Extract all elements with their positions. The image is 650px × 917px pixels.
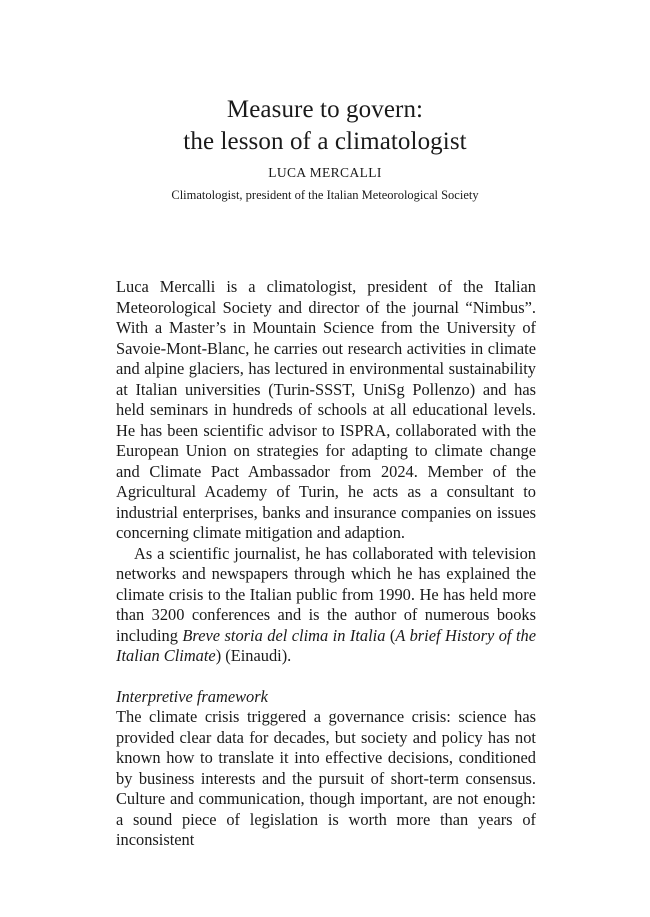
title-block — [0, 94, 650, 204]
body-text — [116, 277, 536, 851]
author-name: LUCA MERCALLI — [268, 165, 382, 180]
bio-paragraph-1: Luca Mercalli is a climatologist, president of the Italian Meteorological Society and director of the journal “Nimbus”. With a Master’s in Mountain Science from the University of Savoie-Mont-Blanc, he carries out research activities in climate and alpine glaciers, has lectured in environmental sustainability at Italian universities (Turin-SSST, UniSg Pollenzo) and has held seminars in hundreds of schools at all educational levels. He has been scientific advisor to ISPRA, collaborated with the European Union on strategies for adapting to climate change and Climate Pact Ambassador from 2024. Member of the Agricultural Academy of Turin, he acts as a consultant to industrial enterprises, banks and insurance companies on issues concerning climate mitigation and adaption. — [116, 277, 536, 542]
title-line-2: the lesson of a climatologist — [183, 128, 467, 155]
book-title-english: A brief History of the Italian Climate — [116, 625, 536, 665]
bio-paragraph-2-end: ) (Einaudi). — [215, 646, 292, 665]
book-title-italian: Breve storia del clima in Italia — [182, 625, 386, 645]
section-heading: Interpretive framework — [116, 686, 268, 706]
bio-paragraph-2-start: As a scientific journalist, he has collaborated with television networks and newspapers through which he has explained the climate crisis to the Italian public from 1990. He has held more than 3200 conferences and is the author of numerous books including — [116, 543, 536, 645]
author-affiliation: Climatologist, president of the Italian Meteorological Society — [171, 188, 479, 202]
section-paragraph-1: The climate crisis triggered a governance crisis: science has provided clear data for decades, but society and policy has not known how to translate it into effective decisions, conditioned by business interests and the pursuit of short-term consensus. Culture and communication, though important, are not enough: a sound piece of legislation is worth more than years of inconsistent — [116, 707, 536, 849]
bio-paragraph-2-mid: ( — [385, 625, 396, 645]
title-line-1: Measure to govern: — [226, 96, 424, 123]
bio-paragraph-2 — [116, 544, 536, 667]
